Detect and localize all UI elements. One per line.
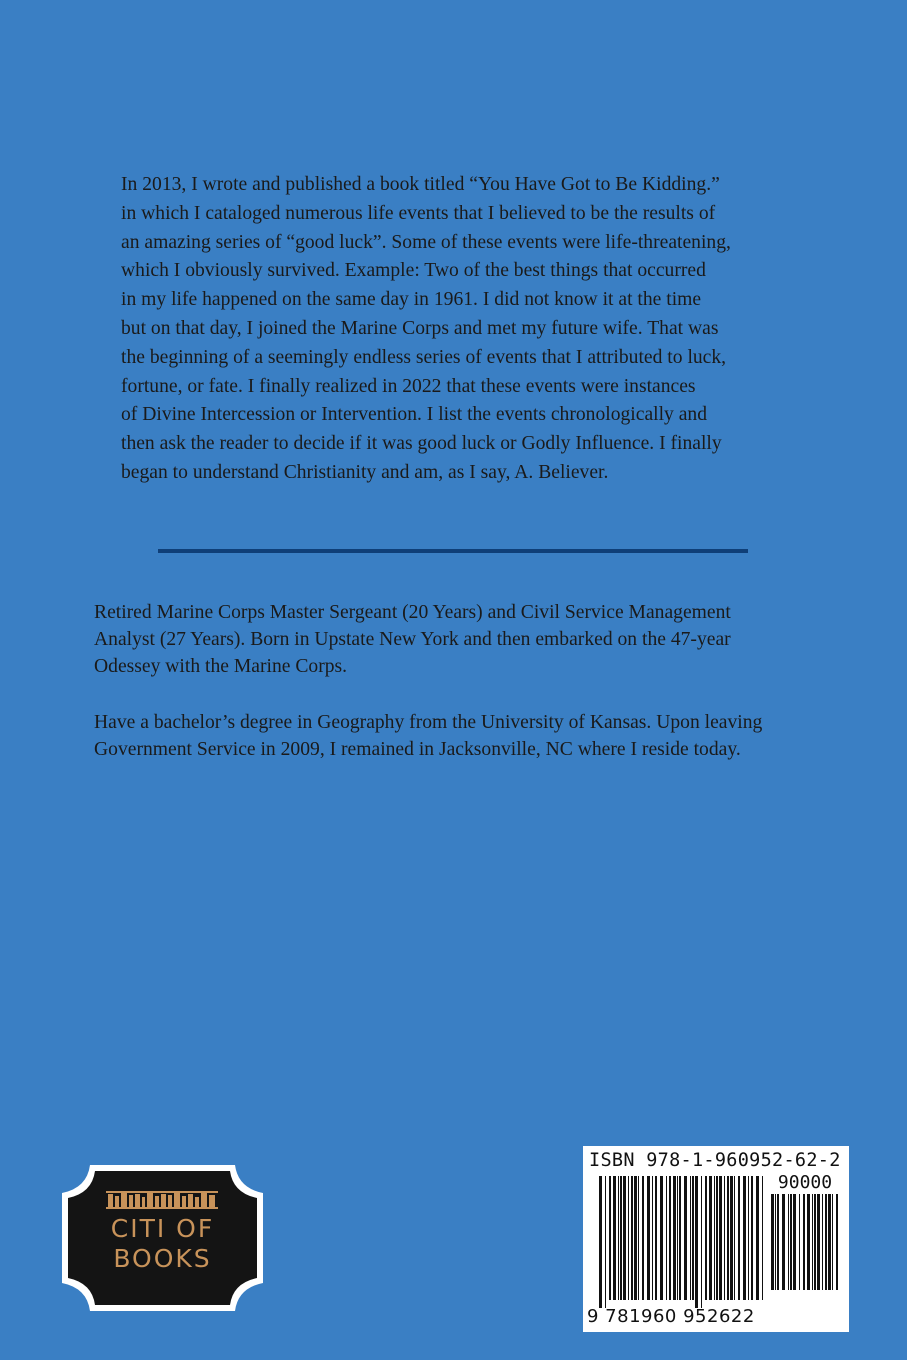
barcode-bar xyxy=(634,1176,637,1300)
barcode-bar xyxy=(701,1176,702,1308)
barcode-bar xyxy=(631,1176,633,1300)
isbn-barcode xyxy=(583,1146,849,1332)
barcode-bar xyxy=(775,1194,776,1290)
barcode-bar xyxy=(690,1176,691,1300)
barcode-bar xyxy=(738,1176,740,1300)
logo-line-2: BOOKS xyxy=(113,1244,212,1273)
barcode-bar xyxy=(716,1176,718,1300)
blurb-line: began to understand Christianity and am, as I say, A. Believer. xyxy=(121,461,609,483)
barcode-bar xyxy=(679,1176,681,1300)
ean-barcode-bars xyxy=(599,1176,767,1308)
barcode-bar xyxy=(825,1194,827,1290)
barcode-bar xyxy=(790,1194,792,1290)
barcode-bar xyxy=(638,1176,639,1300)
blurb-line: in which I cataloged numerous life events that I believed to be the results of xyxy=(121,202,716,224)
blurb-line: then ask the reader to decide if it was good luck or Godly Influence. I finally xyxy=(121,433,722,455)
bio-line: Have a bachelor’s degree in Geography from the University of Kansas. Upon leaving xyxy=(94,712,763,733)
blurb-line: of Divine Intercession or Intervention. I list the events chronologically and xyxy=(121,404,708,426)
barcode-bar xyxy=(771,1194,774,1290)
barcode-bar xyxy=(799,1194,800,1290)
barcode-bar xyxy=(618,1176,619,1300)
publisher-logo xyxy=(60,1163,265,1313)
logo-line-1: CITI OF xyxy=(110,1214,215,1243)
section-divider xyxy=(158,549,748,553)
barcode-bar xyxy=(777,1194,779,1290)
barcode-bar xyxy=(751,1176,753,1300)
barcode-bar xyxy=(822,1194,823,1290)
barcode-bar xyxy=(793,1194,796,1290)
blurb-line: but on that day, I joined the Marine Corps and met my future wife. That was xyxy=(121,317,719,339)
bio-line: Analyst (27 Years). Born in Upstate New York and then embarked on the 47-year xyxy=(94,629,731,650)
barcode-bar xyxy=(669,1176,671,1300)
barcode-bar xyxy=(692,1176,694,1300)
barcode-bar xyxy=(719,1176,722,1300)
barcode-bar xyxy=(762,1176,763,1300)
barcode-bar xyxy=(677,1176,678,1300)
barcode-bar xyxy=(782,1194,785,1290)
barcode-bar xyxy=(817,1194,820,1290)
barcode-bar xyxy=(599,1176,602,1308)
barcode-bar xyxy=(666,1176,667,1300)
barcode-bar xyxy=(705,1176,707,1300)
barcode-bar xyxy=(620,1176,622,1300)
barcode-bar xyxy=(695,1176,698,1308)
barcode-bar xyxy=(748,1176,749,1300)
barcode-bar xyxy=(684,1176,687,1300)
bio-line: Odessey with the Marine Corps. xyxy=(94,656,348,677)
blurb-line: an amazing series of “good luck”. Some of these events were life-threatening, xyxy=(121,231,731,253)
barcode-bar xyxy=(623,1176,626,1300)
barcode-bar xyxy=(714,1176,715,1300)
barcode-bar xyxy=(605,1176,606,1308)
barcode-bar xyxy=(743,1176,746,1300)
barcode-bar xyxy=(642,1176,644,1300)
barcode-bar xyxy=(803,1194,805,1290)
barcode-bar xyxy=(730,1176,733,1300)
barcode-bar xyxy=(724,1176,725,1300)
isbn-label: ISBN 978-1-960952-62-2 xyxy=(589,1150,841,1171)
barcode-bar xyxy=(734,1176,735,1300)
bio-line: Retired Marine Corps Master Sergeant (20 Years) and Civil Service Management xyxy=(94,602,731,623)
barcode-bar xyxy=(655,1176,657,1300)
barcode-bar xyxy=(613,1176,616,1300)
bio-line: Government Service in 2009, I remained in Jacksonville, NC where I reside today. xyxy=(94,739,741,760)
barcode-bar xyxy=(628,1176,629,1300)
blurb-line: which I obviously survived. Example: Two of the best things that occurred xyxy=(121,260,706,282)
barcode-bar xyxy=(709,1176,712,1300)
barcode-bar xyxy=(660,1176,663,1300)
blurb-line: in my life happened on the same day in 1961. I did not know it at the time xyxy=(121,289,702,311)
barcode-bar xyxy=(652,1176,653,1300)
supplement-barcode-bars xyxy=(771,1194,839,1298)
barcode-bar xyxy=(756,1176,759,1300)
barcode-bar xyxy=(609,1176,611,1300)
barcode-bar xyxy=(807,1194,810,1290)
author-bio-paragraph-1 xyxy=(94,599,854,680)
barcode-bar xyxy=(788,1194,789,1290)
author-bio-paragraph-2 xyxy=(94,709,854,763)
barcode-bar xyxy=(814,1194,816,1290)
barcode-bar xyxy=(832,1194,833,1290)
barcode-bar xyxy=(828,1194,831,1290)
barcode-bar xyxy=(836,1194,838,1290)
barcode-bar xyxy=(647,1176,650,1300)
barcode-bar xyxy=(673,1176,676,1300)
blurb-line: fortune, or fate. I finally realized in 2022 that these events were instances xyxy=(121,375,696,397)
barcode-bar xyxy=(812,1194,813,1290)
blurb-line: In 2013, I wrote and published a book titled “You Have Got to Be Kidding.” xyxy=(121,174,720,195)
barcode-bar xyxy=(727,1176,729,1300)
blurb-line: the beginning of a seemingly endless series of events that I attributed to luck, xyxy=(121,346,727,368)
barcode-digits: 9 781960 952622 xyxy=(587,1306,755,1327)
price-code: 90000 xyxy=(777,1172,833,1193)
back-cover-blurb xyxy=(121,171,821,488)
